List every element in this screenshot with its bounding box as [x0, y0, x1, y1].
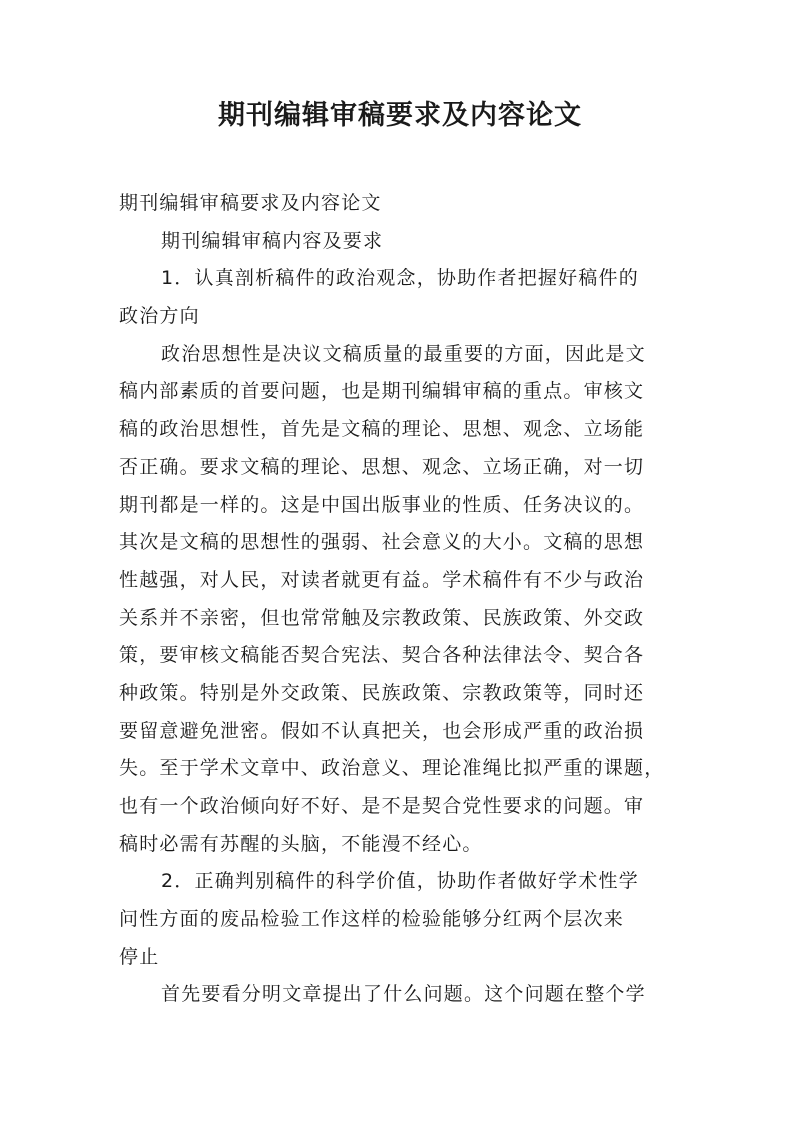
paragraph-line: 也有一个政治倾向好不好、是不是契合党性要求的问题。审 — [119, 795, 645, 817]
paragraph-line: 首先要看分明文章提出了什么问题。这个问题在整个学 — [161, 983, 646, 1006]
paragraph-line: 要留意避免泄密。假如不认真把关，也会形成严重的政治损 — [119, 719, 645, 742]
point-1-heading-cont: 政治方向 — [119, 305, 200, 328]
paragraph-line: 稿的政治思想性，首先是文稿的理论、思想、观念、立场能 — [119, 418, 645, 441]
document-body — [119, 185, 684, 1014]
paragraph-line: 稿时必需有苏醒的头脑，不能漫不经心。 — [119, 832, 483, 855]
doc-subtitle: 期刊编辑审稿要求及内容论文 — [119, 192, 382, 214]
point-2-heading-cont: 停止 — [119, 945, 160, 968]
point-1-heading: 1．认真剖析稿件的政治观念，协助作者把握好稿件的 — [161, 267, 639, 290]
section-heading: 期刊编辑审稿内容及要求 — [161, 229, 384, 252]
paragraph-line: 性越强，对人民，对读者就更有益。学术稿件有不少与政治 — [119, 568, 645, 591]
paragraph-line: 期刊都是一样的。这是中国出版事业的性质、任务决议的。 — [119, 493, 645, 516]
paragraph-line: 关系并不亲密，但也常常触及宗教政策、民族政策、外交政 — [119, 606, 645, 629]
paragraph-line: 种政策。特别是外交政策、民族政策、宗教政策等，同时还 — [119, 681, 645, 704]
paragraph-line: 失。至于学术文章中、政治意义、理论准绳比拟严重的课题， — [119, 757, 665, 780]
paragraph-line: 策，要审核文稿能否契合宪法、契合各种法律法令、契合各 — [119, 644, 645, 667]
paragraph-line: 其次是文稿的思想性的强弱、社会意义的大小。文稿的思想 — [119, 531, 645, 554]
paragraph-line: 否正确。要求文稿的理论、思想、观念、立场正确，对一切 — [119, 455, 645, 478]
paragraph-line: 稿内部素质的首要问题，也是期刊编辑审稿的重点。审核文 — [119, 380, 645, 403]
paragraph-line: 政治思想性是决议文稿质量的最重要的方面，因此是文 — [161, 342, 646, 365]
point-2-heading: 2．正确判别稿件的科学价值，协助作者做好学术性学 — [161, 870, 639, 893]
document-title: 期刊编辑审稿要求及内容论文 — [218, 100, 582, 131]
point-2-heading-cont: 问性方面的废品检验工作这样的检验能够分红两个层次来 — [119, 908, 625, 931]
